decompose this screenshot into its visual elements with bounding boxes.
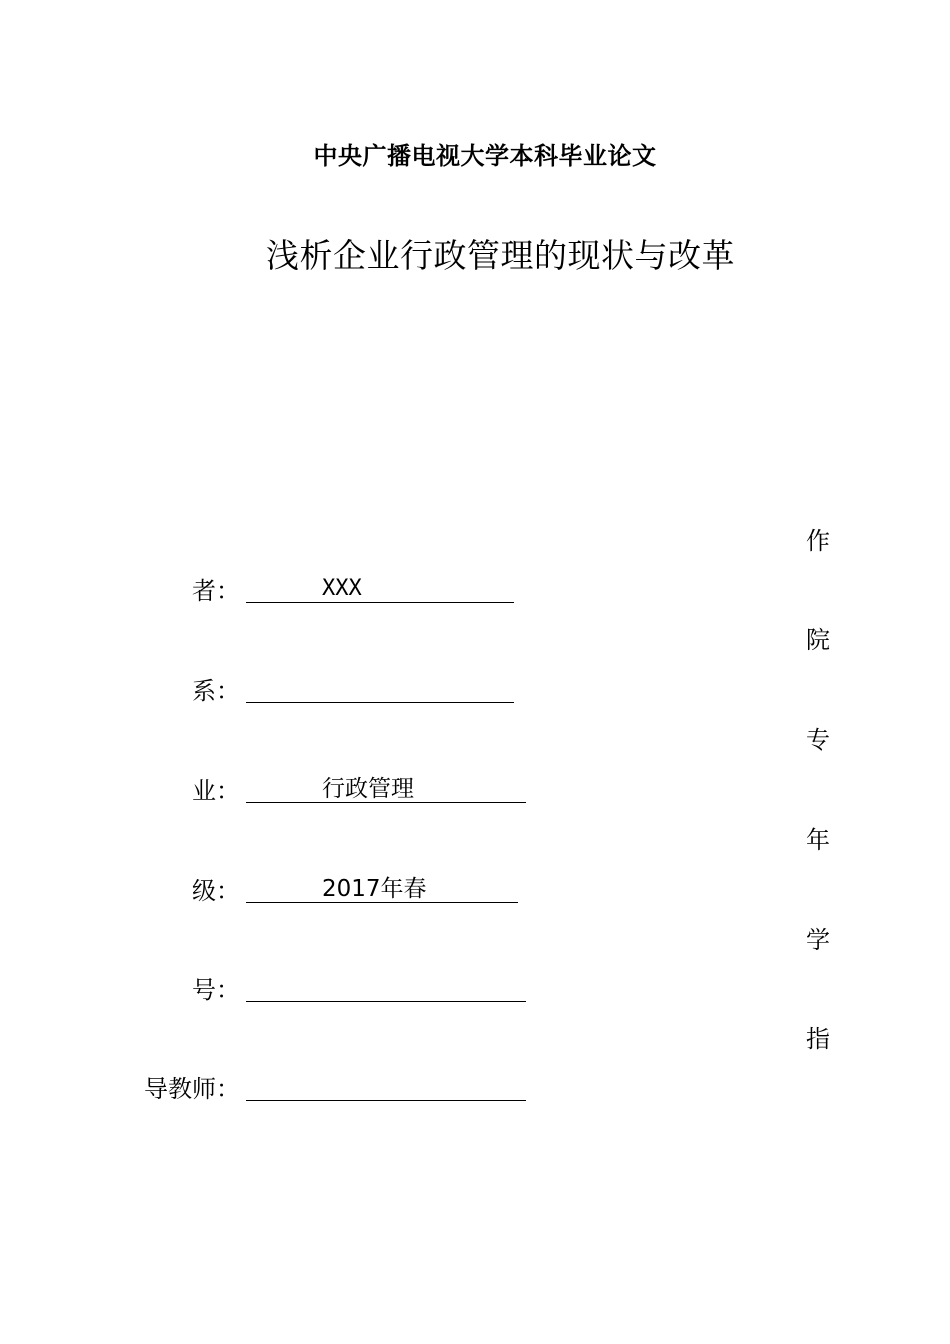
thesis-title: 浅析企业行政管理的现状与改革 [266,236,735,275]
student-id-field[interactable] [246,975,526,1002]
right-char-zuo: 作 [806,527,830,555]
right-char-zhuan: 专 [806,726,830,754]
right-char-nian: 年 [806,826,830,854]
author-label: 者： [192,577,240,605]
department-field[interactable] [246,676,514,703]
right-char-xue: 学 [806,926,830,954]
major-value: 行政管理 [322,776,414,802]
advisor-label: 导教师： [144,1075,240,1103]
right-char-zhi: 指 [806,1025,830,1053]
author-field[interactable] [246,576,514,603]
major-label: 业： [192,777,240,805]
grade-value: 2017年春 [322,876,427,902]
author-value: XXX [322,576,362,601]
right-char-yuan: 院 [806,626,830,654]
student-id-label: 号： [192,976,240,1004]
grade-label: 级： [192,877,240,905]
advisor-field[interactable] [246,1074,526,1101]
department-label: 系： [192,677,240,705]
university-heading: 中央广播电视大学本科毕业论文 [313,142,657,170]
